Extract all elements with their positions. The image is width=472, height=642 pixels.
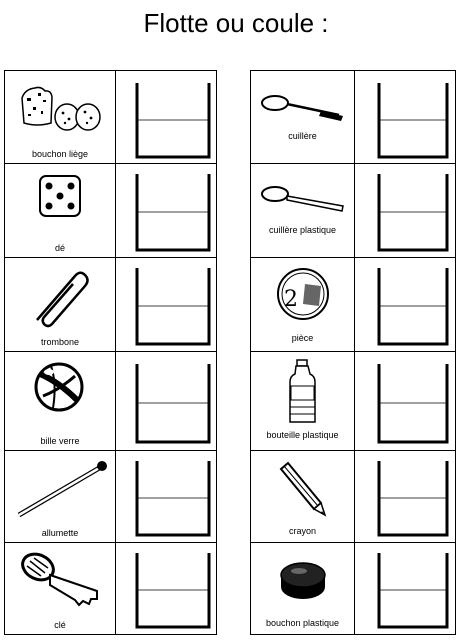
item-label: cuillère [288, 131, 317, 141]
item-label: cuillère plastique [268, 225, 337, 235]
beaker-icon [116, 543, 216, 635]
item-label: bouchon plastique [265, 618, 340, 628]
item-label: bouteille plastique [266, 430, 339, 440]
beaker-icon [355, 352, 455, 451]
spoon-icon [251, 71, 354, 164]
answer-cup [355, 451, 456, 543]
left-table [4, 70, 217, 635]
answer-cup [116, 71, 217, 164]
answer-cup [116, 164, 217, 258]
answer-cup [116, 543, 217, 635]
item-label: bille verre [40, 436, 80, 446]
item-label: pièce [291, 333, 314, 343]
beaker-icon [355, 258, 455, 352]
item-label: bouchon liège [31, 149, 89, 159]
cell-bouteille-plastique [251, 352, 355, 451]
plastic-spoon-icon [251, 164, 354, 258]
item-label: crayon [288, 526, 316, 536]
beaker-icon [116, 164, 216, 258]
svg-text:2: 2 [284, 287, 298, 312]
cell-allumette [5, 451, 116, 543]
cell-crayon [251, 451, 355, 543]
answer-cup [355, 352, 456, 451]
cell-cle [5, 543, 116, 635]
cell-piece [251, 258, 355, 352]
answer-cup [355, 164, 456, 258]
beaker-icon [116, 451, 216, 543]
beaker-icon [355, 71, 455, 164]
cell-cuillere-plastique [251, 164, 355, 258]
cell-bille-verre [5, 352, 116, 451]
beaker-icon [116, 71, 216, 164]
beaker-icon [355, 543, 455, 635]
cell-de [5, 164, 116, 258]
item-label: clé [54, 620, 66, 630]
answer-cup [355, 258, 456, 352]
answer-cup [116, 451, 217, 543]
answer-cup [355, 543, 456, 635]
cell-cuillere [251, 71, 355, 164]
beaker-icon [116, 258, 216, 352]
cell-trombone [5, 258, 116, 352]
item-label: allumette [41, 528, 79, 538]
beaker-icon [355, 164, 455, 258]
answer-cup [116, 352, 217, 451]
right-table [250, 70, 456, 635]
cell-bouchon-liege [5, 71, 116, 164]
beaker-icon [116, 352, 216, 451]
beaker-icon [355, 451, 455, 543]
cell-bouchon-plastique [251, 543, 355, 635]
page-title: Flotte ou coule : [143, 8, 329, 38]
item-label: dé [54, 243, 65, 253]
item-label: trombone [40, 337, 80, 347]
answer-cup [355, 71, 456, 164]
answer-cup [116, 258, 217, 352]
